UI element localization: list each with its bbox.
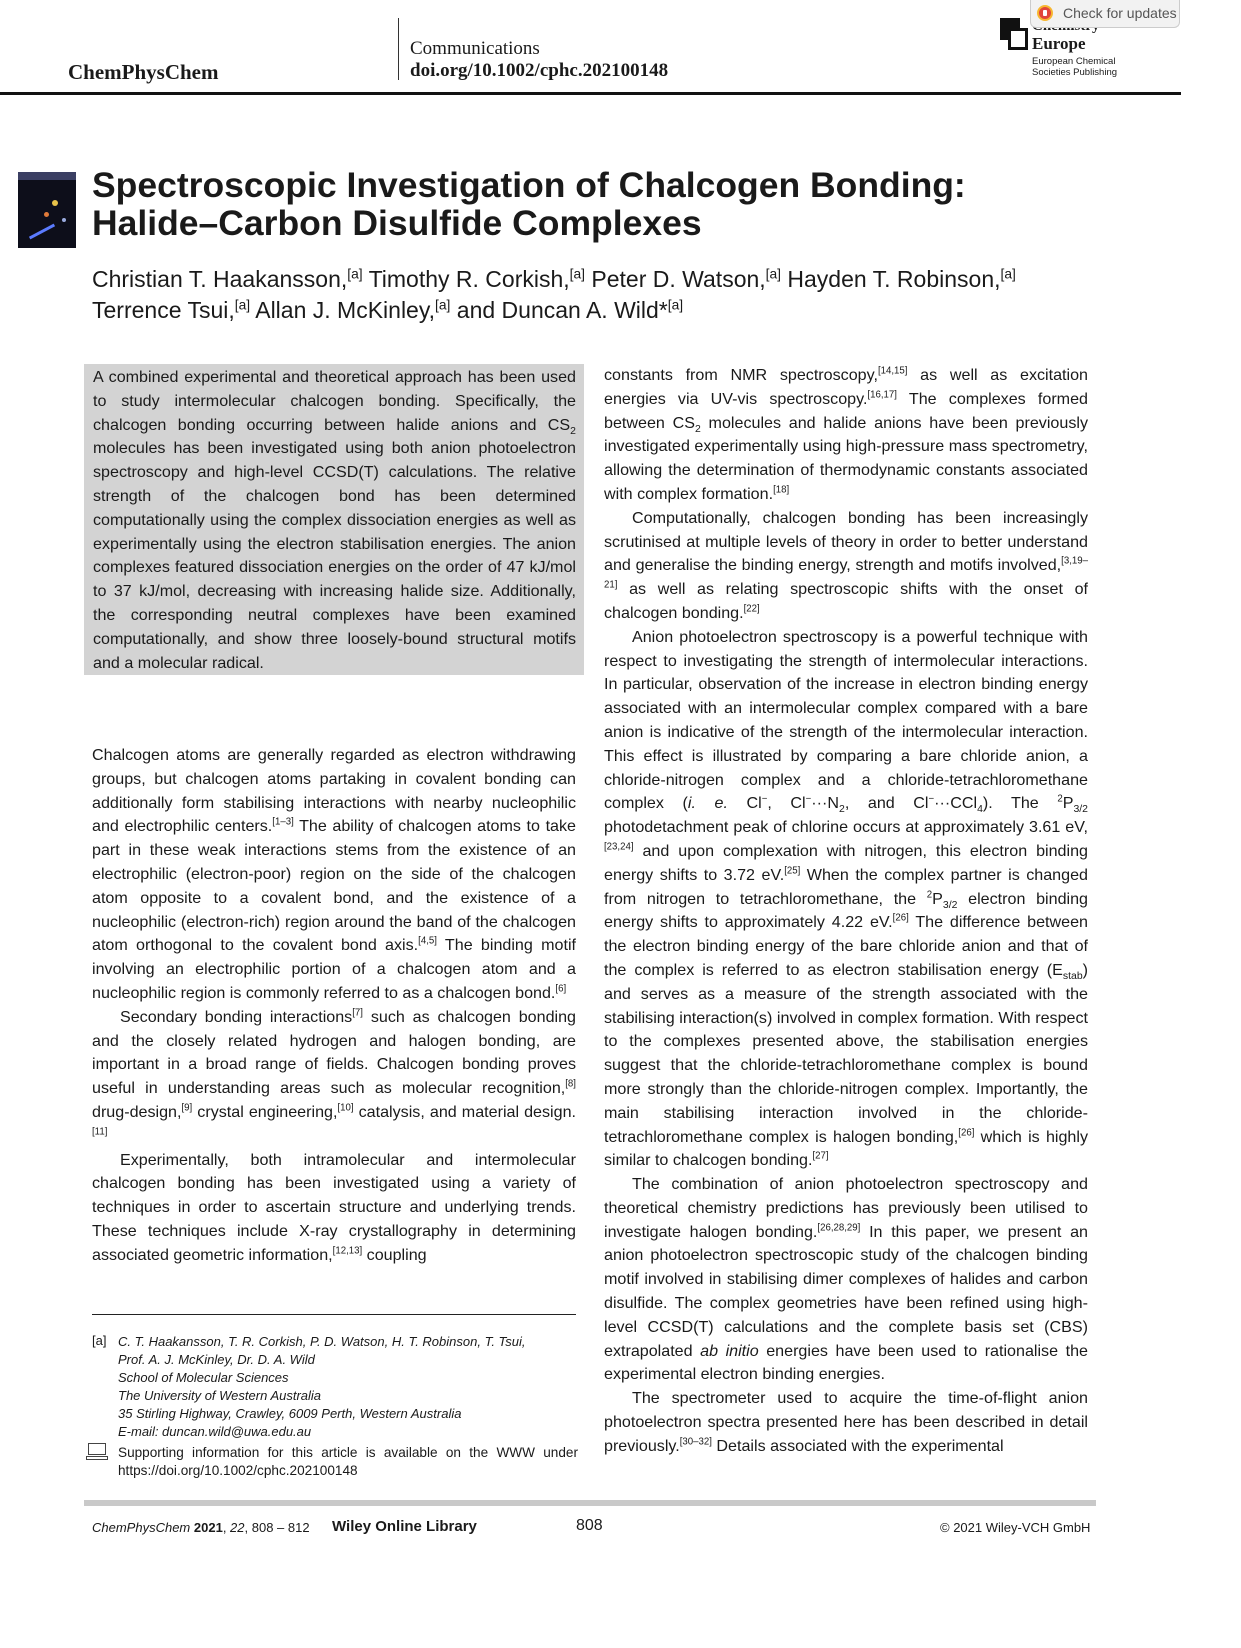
check-for-updates-label: Check for updates [1063,5,1177,21]
citation: [26,28,29] [817,1222,861,1234]
supporting-info-note[interactable]: Supporting information for this article is available on the WWW under https://doi.org/10.1002/cphc.202100148 [118,1445,578,1478]
citation: [26] [958,1127,975,1139]
author-name: and Duncan A. Wild* [456,297,668,323]
page-number: 808 [576,1517,603,1534]
article-title: Spectroscopic Investigation of Chalcogen Bonding: Halide–Carbon Disulfide Complexes [92,165,966,243]
affiliation-footnote [118,1333,578,1441]
publisher-subtitle-line1: European Chemical [1032,56,1116,67]
citation: [27] [812,1150,829,1162]
author-affiliation: [a] [569,266,586,282]
footnote-line: C. T. Haakansson, T. R. Corkish, P. D. Watson, H. T. Robinson, T. Tsui, [118,1334,526,1349]
journal-cover-thumbnail[interactable] [18,172,76,248]
doi-link[interactable]: doi.org/10.1002/cphc.202100148 [410,60,669,81]
author-affiliation: [a] [347,266,363,282]
citation: [7] [352,1007,363,1019]
publisher-name-line2: Europe [1032,34,1086,53]
right-column-body [604,364,1088,1459]
email-link[interactable]: E-mail: duncan.wild@uwa.edu.au [118,1424,312,1439]
citation: [11] [92,1126,108,1138]
citation: [8] [565,1078,576,1090]
paragraph: Computationally, chalcogen bonding has been increasingly scrutinised at multiple levels of theory in order to better understand and generalise the binding energy, strength and motifs involved,[3,19–21] as well as relating spectroscopic shifts with the onset of chalcogen bonding.[22] [604,508,1088,622]
citation: [14,15] [877,365,908,377]
footer-citation: ChemPhysChem 2021, 22, 808 – 812 [92,1520,310,1535]
citation: [9] [181,1102,193,1114]
footnote-rule [92,1314,576,1315]
paragraph: constants from NMR spectroscopy,[14,15] as well as excitation energies via UV-vis spectroscopy.[16,17] The complexes formed between $CS_2$ molecules and halide anions have been previously investigated experimentally using high-pressure mass spectrometry, allowing the determination of thermodynamic constants associated with complex formation.[18] [604,365,1088,503]
paragraph: The combination of anion photoelectron spectroscopy and theoretical chemistry predictions has previously been utilised to investigate halogen bonding.[26,28,29] In this paper, we present an anion photoelectron spectroscopic study of the chalcogen binding motif involved in stabilising dimer complexes of halides and carbon disulfide. The complex geometries have been refined using high-level CCSD(T) calculations and the complete basis set (CBS) extrapolated ab initio energies have been used to rationalise the experimental electron binding energies. [604,1175,1088,1384]
footnote-line: 35 Stirling Highway, Crawley, 6009 Perth, Western Australia [118,1406,462,1421]
footnote-line: School of Molecular Sciences [118,1370,289,1385]
author-name: Allan J. McKinley, [255,297,436,323]
author-affiliation: [a] [1000,266,1016,282]
author-name: Hayden T. Robinson, [787,266,1001,292]
citation: [16,17] [867,389,897,401]
footnote-marker: [a] [92,1333,107,1348]
author-affiliation: [a] [435,297,451,313]
abstract-box: A combined experimental and theoretical approach has been used to study intermolecular chalcogen bonding. Specifically, the chalcogen bonding occurring between halide anions and $CS_2$ molecules has been investigated using both anion photoelectron spectroscopy and high-level CCSD(T) calculations. The relative strength of the chalcogen bond has been determined computationally using the complex dissociation energies as well as experimentally using the electron stabilisation energies. The anion complexes featured dissociation energies on the order of 47 kJ/mol to 37 kJ/mol, decreasing with increasing halide size. Additionally, the corresponding neutral complexes have been examined computationally, and show three loosely-bound structural motifs and a molecular radical. [84,364,584,675]
citation: [10] [337,1102,354,1114]
chemistry-europe-logo-icon [1000,18,1030,52]
journal-name: ChemPhysChem [68,60,219,84]
publisher-subtitle-line2: Societies Publishing [1032,67,1118,78]
crossmark-icon [1037,5,1053,21]
paragraph: The spectrometer used to acquire the time-of-flight anion photoelectron spectra presented here has been described in detail previously.[30–32] Details associated with the experimental [604,1389,1088,1455]
paragraph: Chalcogen atoms are generally regarded as electron withdrawing groups, but chalcogen atoms partaking in covalent bonding can additionally form stabilising interactions with nearby nucleophilic and electrophilic centers.[1–3] The ability of chalcogen atoms to take part in these weak interactions stems from the existence of an electrophilic (electron-poor) region on the side of the chalcogen atom opposite to a covalent bond, and the existence of a nucleophilic (electron-rich) region around the band of the chalcogen atom orthogonal to the covalent bond axis.[4,5] The binding motif involving an electrophilic portion of a chalcogen atom and a nucleophilic region is commonly referred to as a chalcogen bond.[6] [92,746,576,1002]
citation: [26] [892,912,909,924]
paragraph: Secondary bonding interactions[7] such as chalcogen bonding and the closely related hydrogen and halogen bonding, are important in a broad range of fields. Chalcogen bonding proves useful in understanding areas such as molecular recognition,[8] drug-design,[9] crystal engineering,[10] catalysis, and material design.[11] [92,1007,577,1138]
header-divider [398,18,399,80]
footer-bar [84,1500,1096,1506]
citation: [3,19–21] [604,556,1088,591]
section-label: Communications [410,38,540,59]
citation: [25] [784,865,801,877]
author-affiliation: [a] [234,297,251,313]
citation: [30–32] [679,1436,712,1448]
citation: [6] [555,983,567,995]
author-name: Terrence Tsui, [92,297,235,323]
paragraph: Anion photoelectron spectroscopy is a powerful technique with respect to investigating the strength of intermolecular interactions. In particular, observation of the increase in electron binding energy associated with an intermolecular complex compared with a bare anion is indicative of the strength of the intermolecular interaction. This effect is illustrated by comparing a bare chloride anion, a chloride-nitrogen complex and a chloride-tetrachloromethane complex (i. e. Cl−, $Cl^-\cdot\cdot\cdot N_2$, and Cl−···CCl$_4$). The $^2P_{3/2}$ photodetachment peak of chlorine occurs at approximately 3.61 eV,[23,24] and upon complexation with nitrogen, this electron binding energy shifts to 3.72 eV.[25] When the complex partner is changed from nitrogen to tetrachloromethane, the $^2P_{3/2}$ electron binding energy shifts to approximately 4.22 eV.[26] The difference between the electron binding energy of the bare chloride anion and that of the complex is referred to as electron stabilisation energy $(E_{stab})$ and serves as a measure of the strength associated with the stabilising interaction(s) involved in complex formation. With respect to the complexes presented above, the stabilisation energies suggest that the chloride-tetrachloromethane complex is bound more strongly than the chloride-nitrogen complex. Importantly, the main stabilising interaction involved in the chloride-tetrachloromethane complex is halogen bonding,[26] which is highly similar to chalcogen bonding.[27] [604,627,1089,1170]
left-column-body [92,744,576,1268]
computer-icon [86,1443,108,1461]
citation: [1–3] [272,817,294,829]
header-rule [0,92,1181,95]
author-name: Peter D. Watson, [591,266,766,292]
author-affiliation: [a] [765,266,782,282]
paragraph: Experimentally, both intramolecular and intermolecular chalcogen bonding has been investigated using a variety of techniques in order to ascertain structure and underlying trends. These techniques include X-ray crystallography in determining associated geometric information,[12,13] coupling [92,1150,576,1264]
author-list [92,264,1092,326]
check-for-updates-button[interactable] [1030,0,1180,28]
copyright: © 2021 Wiley-VCH GmbH [940,1520,1091,1535]
author-affiliation: [a] [667,297,684,313]
footnote-line: Prof. A. J. McKinley, Dr. D. A. Wild [118,1352,315,1367]
footnote-line: The University of Western Australia [118,1388,322,1403]
citation: [12,13] [332,1245,363,1257]
citation: [22] [743,603,760,615]
author-name: Timothy R. Corkish, [368,266,570,292]
author-name: Christian T. Haakansson, [92,266,348,292]
citation: [18] [773,484,790,496]
citation: [23,24] [604,841,634,853]
wiley-online-library-link[interactable]: Wiley Online Library [332,1518,477,1535]
citation: [4,5] [418,936,437,948]
